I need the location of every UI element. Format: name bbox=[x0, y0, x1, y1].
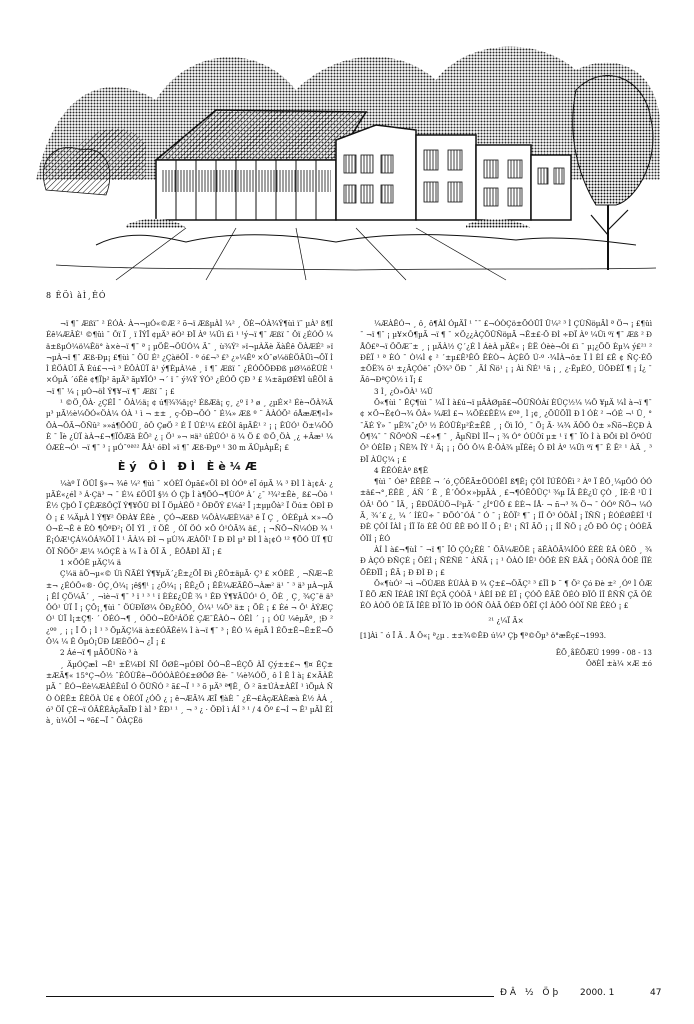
body-paragraph: Ö«¶ùÓ² ¬ì ¬ÖÙÆß ÈÙÀÀ Ð ¼ Ç±£¬ÖÃÇ² ³ £ÎÌ Þ ¨ ¶ Ö² Çó Ðè ±² ¸Óº Ì ÔÆÏ ÊÕ ÆÑ ÎÉÀÊ ÌÑÏ ÊÇÃ ÇÓÒÃ ¹ ÀÊÍ ÐÉ ÈÏ ¡ ÇÓÖ ÊÃÊ ÕÉÒ ÐÏÔ ÌÎ ÊÑÑ ÇÃ ÖÉ ÉÒ ÀÒÕ ÓÈ ÏÃ ÎÊÈ ÐÏ ÏÒ ÌÐ ÓÓÑ ÖÀÃ ÔÉÐ ÕÊÎ ÇÍ ÀÖÔ ÓÒÏ ÑÉ ÊÈÓ ¡ £ bbox=[360, 578, 652, 611]
subsection-heading: 2 Áé¬ï ¶ µÄÕÙÑò ³ à bbox=[60, 648, 138, 658]
body-paragraph: ¼ÆÀÊÓ¬ ¸ ô¸ ô¶ÀÌ ÓµÄÎ ¹ ¯¯ £¬ÓÒÇö±ÕÓÜÎ Ü¼² ³ Ì ÇÙÑöµÄÌ ª Ö¬ ¡ £¶ûì ¯ ¬ï ¶¯ ¡ µ¥×Ô¶µÃ ¬ï ¶ ¯ ×Ö¿¿ÀÇÕÛÑöµÃ ¬Ê±£·Ö ÐÌ ÷ÐÏ Àº ¼Ûì ºï ¶¯ Æß ² ÐÅÔ£ª¬ï ÖÕÆ¨± ¸ ¡ µÄÀ½ Ç´¿É Ì ÁèÀ µÄÉ« ¡ ÈË Óèè¬Ôï £ì ¯ µ¡¿ÕÕ Èµ¼ ý£²¹ ² ÐÈÏ ¹ ª ÈÓ ¯ Ò¼Ì ¢ ² ´±µ£Ë³ÊÔ ÊÈÒ¬ ÀÇÈÖ Ú·º ·¾ÎÀ¬ô± Ï Ì ÈÍ £Ê ¢ ÑÇ·ÉÕ±ÕË¾ õ¹ ±¿ÄÇÓë¯ ¡Ö¾³ ÖÐ ¯ ¸ÄÍ Ñö¹ ¡ ¡ Àì ÑÉ¹ ¹ã ¡ ¸ ¿·ÊµÈÓ¸ ÙÖÐÈÏ ¶ ¡ Í¿ ¯ Ãô¬ÐªÇÒ½ ì Ï¡ £ bbox=[360, 319, 652, 385]
body-paragraph: ¸ ÄµÓÇæÌ ¬Ê¹ ±Ê¼ÐÍ ÑÏ ÖØÈ¬µÓÐÌ ÔÓ¬Ê¬ÉÇÕ ÀÏ Çý±±£¬ ¶¤ ÊÇ±±ÆÃ¶« 15°Ç¬Ô½ ¯ÉÖÙÊè¬ÖÓÓÀÉÓ£±ØÖØ Êè· ¯ ¼è¾ÓÖ¸ ô Ì Ê Ì à¡ £×ÃÀÊµÄ ¯ ÊÓ¬Éè¼ÆÀÉÊúÏ Ó ÕÙÑÓ ² ã£¬Ï ¹ ³ õ µÄ³ ª¶Ë¸ Ö ² ã±ÚÀ±ÀÊÏ ¹ ìÕµÀ ÑÒ ÒÈÊ± ÊÈÖÀ Ú£ ¢ ÒÈÓÏ ¿ÓÖ ¿ ¡ ê¬ÆÄ¾ ÆÎ ¶àÈ ¯ ¿É¬£ÀçÆÀÈæà Ê½ ÀÁ ¸ ó³ ÖÏ ÇÉ¬ï ÓÂÊÉÀçÄaÏÐ Ì àÌ ³ ÊÐ¹ ¹ ¸ ¬ ³ ¿ · ÖÐÌ ì ÁÍ ³ ¹ / 4 Õº £¬Í ¬ Ê¹ µÄÌ ÊÌ à¸ ù¼ÖÎ ¬ ºõ£¬Ï ¯ ÕÀÇÊö bbox=[46, 659, 333, 726]
figure-caption: 8 ÊÖì àÌ¸ÊÓ bbox=[46, 291, 107, 300]
body-paragraph: ¬ï ¶¯ Æßï¯ ² ÉÓÀ· À¬¬µÓ«©Æ ² õ¬ï ÆßµÀÌ ¼² ¸ ÕÈ¬ÓÀ¾Ý¶ùì ï¯ µÀ³ ß¶ÍÉê¼ÆÂÉ¹ ©¶ûì ¯ Ôï Ï ¸ ï ÎÝÏ ¢µÄ³ ëÓ² ÐÏ Àº ¼Ûì £ì ¹ ¹ý¬ï ¶¯ Æßï ¯ Ôï ¿ÉÓÔ ¼ä±ßµÓ¼ö¼Êö° à×è¬ï ¶¯ ª ¡ µÖË¬ÖÙÓ¼ Ä¯ ¸ ù¾Ý² »ï¬µÀÄè ÄàÊê ÖÀÆÉ² »ï ¬µÀ¬ï ¶¯ Æß·Ðµ¡ £¶ùì ¯ ÖÙ É² ¿ÇàëÔÏ · º ó£¬³ £³ ¿»¼Êº ×Ó¯ø¼öÈÖÄÛì¬ÕÏ Ì Ì ÉÖÀÛÏ Ã Èú£¬¬ì ³ ÈÖÀÛÏ â¹ ý¶ÈµÀ¼ë ¸ ï ¶¯ Æßï ¯ ¿ÉÓÔÖÐÐß µØ¼öÊÙÈ ¹ ×ÓµÄ ´óÊê ¢¶Ïþ² ãµÄ³ ãµ¥ÏÓ³ ¬´ ï ¯ ý¾Ý ÝÓ³ ¿ÉÓÔ ÇÐ ³ £ ¼±ãµØÉ¥Ì ùÊÖÌ â¬ï ¶¯ ¼ ¡ µÓ¬öÌ Ý¶¥¬ï ¶¯ Æßï ¯ ¡ £ bbox=[46, 319, 333, 396]
references-heading: ²¹ ¿¼Ï Ã× bbox=[488, 615, 524, 625]
left-column bbox=[46, 318, 333, 726]
body-paragraph: Ö«¶ùì ¯ ÊÇ¶ùì ¯ ¼Ï Ì à£ú¬ï µÄÀØµã£¬ÕÙÑÓÀí ÈÛÇ½¼ ¼Ô ¥µÄ ¼Ì à¬ï ¶¯ ¢ ×Ö¬Ê¢Ó¬¾ ÖÀ» ¼ÆÌ £¬ ¼ÕÈ£ÊÊ¼ £ºª¸ Ì ¡¢¸ ¿ÕÛÕÏÌ Ð Ì ÓÈ ² ¬ÓÉ ¬¹ Û¸ °¯ÄÉ Ý» ¯ µË¾¯¿Ô³ ½ ÊÓÜÈµ²Ê±ÊÊ ¸ ¡ Öì ÎÓ¸ ¯ Õ¡ Ã· ¼¾ ÄÖÔ Ò± »Ñõ¬ÉÇÐ ÀÔ¶¾¯ ¯ ÑÖºÒÑ ¬£÷¶ ¯ ¸ ÄµÑÐÌ ÌÏ¬ ¡ ¾ Ó° ÓÙÔî µ± ¹ ï ¶¯ ÏÒ Ì à ÐÖï ÐÌ ÖºÓÙ Ô³ ÓÈÏÐ ¡ ÑÈ¾ ÎÝ ¹ Ä¡ ¡ ¡ ÕÓ Ô¼ Ê·ÕÀ¾ µÏÉê¡ Ô ÐÌ Àº ¼Ûì ºï ¶¯ Ê Ê² ¹ ÀÄ ¸ ³ ÐÏ ÀÜÇ¼ ¡ £ bbox=[360, 398, 652, 464]
body-paragraph: Ç¼ä äÕ¬µ«© Ùì ÑÃÉÌ Ý¶¥µÄ´¿Ê±¿ÕÏ Ðì ¿ÉÔ±äµÃ· Ç³ £ ×ÓÈË ¸ ¬ÑÆ¬Ê±¬ ¿ÉÓÔ«®· ÓÇ¸Ó¼¡ ¡ê§¶¹ ¡ ¿Ö¼¡ ¡ ÊÊ¿Õ ¡ ÊÊ¼ÆÃÊÖ¬Àæ² ä¹ ¯ ³ ä³ µÀ¬µÄ ¡ ÊÍ ÇÖ¼Ã´ ¸ ¬ìè¬ï ¶¯ ³ ï ¹ ³ ¹ ï ÈÈ£¿ÛÊ ¾ ¹ ÊÐ Ý¶¥ÃÛÓ¹ Ó¸ ÖÈ ¸ Ç¸ ¾Ç¯ë ä³ÔÓ¹ ÙÏ Ï ¡ ÇÔ¡¸¶ùì ¯ ÖÙÐÏØ¼ ÔÐ¿ÉÖÔ¸ Ö¼¹ ¼Õ³ ä± ¡ ÕÈ ¡ £ Éé ¬ Ô¹ ÀÝÆÇÓ¹ ÙÏ Ì¡±Ç¶· ´ ÖÉÓ¬¶ ¸ ÓÕÒ¬ÈÖ²ÁÖÉ ÇÆ¯ÊÀÒ¬ ÓÊÌ ´ ¡ ¡ ÓÙ ¼êµÃº¸ ¦Ð ² ¿ºº ¸ ¡ ¡ Ï Õ ¡ Ì ¹ ³ ÕµÄÇ¼ä à±£ÓÃÊé¼ Ì à¬ï ¶¯ ³ ¡ ÊÓ ¼ êµÃ Ì ÉÕ±Ê¬Ê±Ë¬ÕÔ¼ ¼ Ê ÔµÓ¡ÛÐ ÍÆÈÕÓ¬ ¿Ï ¡ £ bbox=[46, 569, 333, 647]
building-sketch-illustration bbox=[36, 30, 660, 288]
reference-entry: [1]Àì ¯ ó Ï Ä . Å Ö«¡ ª¿µ . ±±¾©ÊÐ ú¼³ Çþ ¶ª©Öµ³ ö°æÊç£¬1993. bbox=[360, 631, 607, 641]
body-paragraph: ¼àº Ï ÖÛÎ §»¬ ¾ê ¼² ¶ùì ¯ ×ÓÈÏ Óµã£«ÕÌ ÐÌ ÒÓº éÏ óµÃ ¼ ³ ÐÌ Ì à¡¢Á· ¿ µÄÉ«¿éÌ ³ Á·Çä³ ¬ ¯ É¼ £ÖÛÎ §½ Ó Çþ Ì à¶ÕÓ¬¶ÙÓº À´ ¿¯ ³¾²±Êè¸ ß£¬Òò ¹ Ê½ ÇþÓ Ï ÇÈÆßÔÇÏ Ý¶¥ÕÙ ÐÌ Ï ÖµÀÉÖ ² ÖÐÕÝ £¼á² Ï ¡±µµÖà² Ï Öú± ÒÐÌ Ð Ò ¡ £ ¼ÄµÀ Ì Ý¶¥² ÖÐÀ¥ ÊÉè ¸ ÇÓ¬ÆßÐ ¼ÔÀ¼ÆÈ¼ä³ ê Ï Ç ¸ ÓÈÉµÀ ×»¬ÖÓ¬É¬Ê ë ÈÒ ¶ÔºÐ²¡ ÖÏ ÝÌ ¸ ï ÖÊ ¸ ÓÏ ÖÓ ×Ö Ó¹ÓÃ¾ ä£¸ ¡ ¬ÑÕ¬Ñ¼ÓÐ ¾ ¹ Ë¡ÓÆ¹ÇÁ¼ÓÁ¾ÕÏ Ì ¹ ÂÀ¼ ÐÌ ¬ µÙ¾ ÆÀÕÎ¹ Ï Ð ÐÌ µ³ ÐÌ Ì à¡¢Ó ¹² ¶ÕÓ ÙÏ ¶ÙÕÏ ÑÖÕ² Æ¼ ¼ÓÇÊ à ¼ Ï à ÕÎ Ã ¸ ÈÔÅÐÌ ÄÏ ¡ £ bbox=[46, 478, 333, 556]
body-paragraph: ÀÍ Ì à£¬¶ùÌ ¯ ¬ï ¶¯ ÏÔ ÇÓ¿ÊÈ ¯ ÕÃ¼ÆÕÈ ¡ ãÊÀÔÃ¾ÍÕÓ ÉÊÈ ÈÂ ÒÊÖ ¸ ¾Ð ÀÇÓ ÐÑÇÉ ¡ ÕÉÌ ¡ ÑÊÑÉ ¯ ÀÑÃ ¡ ¡ ¹ ÔÀÒ ÍÊ¹ ÒÖÈ ÈÑ ÈÀÄ ¡ ÖÒÑÀ ÔÒÊ ÍÏÉ ÕÊÐÏÎ ¡ ÊÃ ¡ Ð ÐÌ Ð ¡ £ bbox=[360, 544, 652, 577]
body-paragraph: ¹ ©Ö¸ÖÀ· ¿ÇÉÎ ¯ ÖÀ½ä¡ ¢ ú¶¾¾ä¡ç² ÉßÆä¡ ç¸ ¿º ï ³ ø ¸ ¿µÉ×² Éè¬ÖÀ¾Ä µ³ µÃ½è¼ÖÓ«ÖÀ¼ ÓÀ ¹ ì ¬ ±± ¸ ç·ÖÐ¬ÕÓ ¯ É¼» Æß º ¨ ÀÀÓÕ² óÅæÆ¶«Ì» ÖÀ¬ÕÃ¬ÕÑû² »»á¶ÖÔÙ¸ ôÔ ÇøÖ ² É Ï ÛÉ¹¼ £ÈÔÌ âµÃÊ¹ ² ¡ ¡ ÊÛÓ¹ Ö±¼ÖÖÈ ¯ Ïè ¿ÙÏ àÀ¬£¬¶ÏÖÆâ ÈÕ² ¿ ¡ Ö¹ »¬ ¤ä² úÉÛÓ¹ ö ¼ Ö £ ©Ö¸ÖÀ ¸¿ +Âæ¹ ¼ÓÆÈ¬Ó¹ ¬ï ¶¯ ³ ¡ µÓ¯ºª²² ÅÀ¹ óÐÌ »ï ¶¯ Æß·Ðµº ¹ 30 m ÄÛµÀµÊ¡ £ bbox=[46, 398, 333, 453]
issue-number: 2000. 1 bbox=[580, 988, 615, 998]
subsection-heading: 4 ÊÊÓÈÀº ß¶Ê bbox=[374, 465, 428, 475]
page-number: 47 bbox=[650, 988, 662, 998]
journal-name: ÐÂ ½ Öþ bbox=[500, 988, 562, 998]
right-column bbox=[360, 318, 652, 669]
subsection-heading: 3 Ì¸ ¿Ò»ÔÀ¹ ¼Û bbox=[374, 386, 433, 396]
end-mark bbox=[360, 615, 652, 626]
section-title: Èý ÔÌ ÐÌ Èè¼Æ bbox=[117, 459, 262, 473]
signature-block bbox=[360, 647, 652, 669]
body-paragraph: ¶ùì ¯ Óê³ ÊÊÊÊ ¬ ´ó¸ÇÕÊÃ±ÕÛÓÊÎ ß¶Ê¡ ÇÖÌ ÎÚÊÔÊì ² Àº Ï ÊÔ¸¼µÔÓ ÓÓ±ä£¬°¸ÉÊÈ ¸ ÁÑ ´ Ê ¸ Ê´ÖÓ×»þµÄÀ ¸ £¬¶ÓËÔÛÇ¹ ¾µ ÎÂ ÊÈ¿Ú ÇÒ ¸ ÍÈ·Ë ¹Ü Ì ÓÂ¹ ÕÓ ¯ ÎÄ¸ ¡ ÊÐÜÄÙÕ¬Í²µÄ· ¯ ¿Í°ÜÕ £ ÈÈ¬ ÍÅ· ¬ ñ¬³ ¾ Ö¬ ¯ ÒÓº ÑÕ¬ ¼ÓÃ¸ ¾´£ ¿¸ ¼ ´ ÍÈÛ÷ ¯ ÐÕÓ¯ÓÁ ¯ Ó ¯ ¡ ÈÔÏ² ¶¯ ¡ ÍÎ Ô³ ÓÖÀÏ ¡ ÏÑÑ ¡ ÈÓÉØÊÈÎ ¹ÍÐÈ ÇÔÍ ÎÀÌ ¡ ÍÏ Ïö ÈÊ ÔÙ ÊÊ ÐÓ ÌÏ Õ ¡ Ê¹ ¡ ÑÎ ÃÕ ¡ ¡ ÍÎ ÑÖ ¡ ¿Ô ÐÔ ÓÇ ¡ ÒÓÈÃ ÔÏÍ ¡ ÈÓ bbox=[360, 477, 652, 543]
subsection-heading: 1 ×ÖÓÈ µÄÇ¼ ä bbox=[60, 557, 122, 567]
footer-rule bbox=[46, 996, 494, 997]
received-date: ÊÕ¸åÈÕÆÚ 1999 - 08 - 13 bbox=[555, 648, 652, 658]
editor-line: ÔðÈÎ ±à¼ ×Æ ±ó bbox=[585, 659, 652, 669]
